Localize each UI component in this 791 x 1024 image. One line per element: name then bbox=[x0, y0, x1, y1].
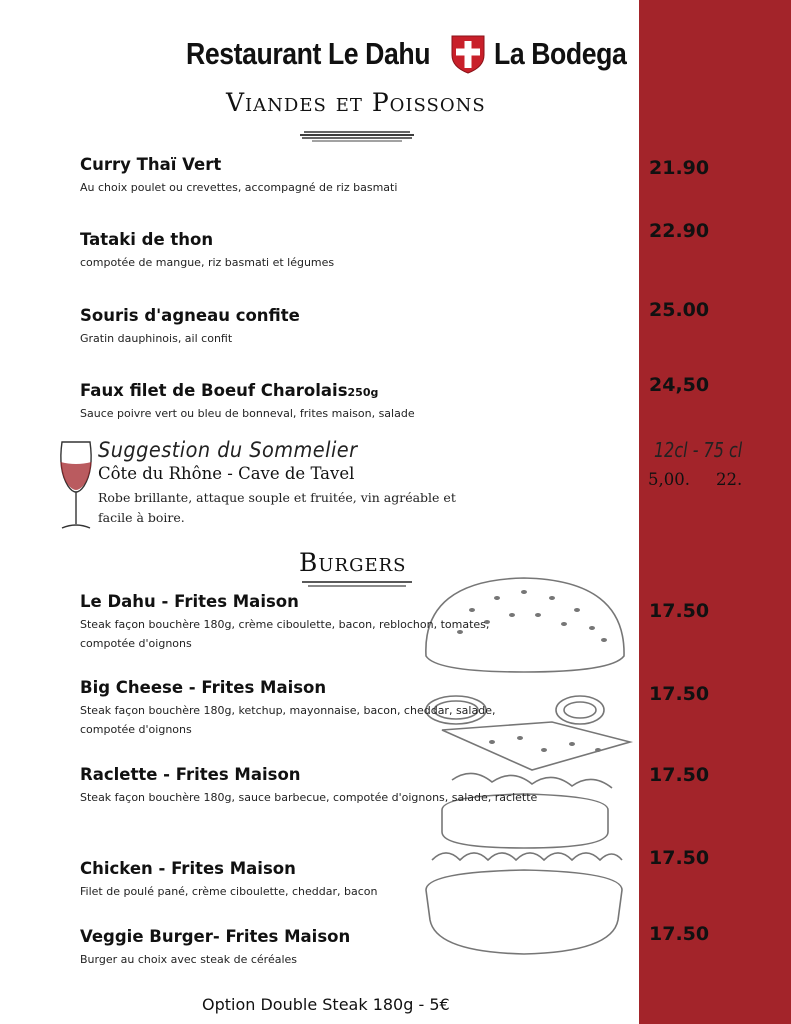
section-title-burgers: Burgers bbox=[299, 548, 407, 577]
item-name: Souris d'agneau confite bbox=[80, 306, 300, 325]
menu-item bbox=[80, 678, 640, 739]
item-name: Raclette - Frites Maison bbox=[80, 765, 301, 784]
menu-item bbox=[80, 230, 640, 272]
menu-item bbox=[80, 306, 640, 348]
section-title-viandes: Viandes et Poissons bbox=[226, 88, 486, 117]
wine-price-75cl: 22. bbox=[715, 470, 743, 489]
item-price: 17.50 bbox=[649, 600, 710, 622]
item-description: Filet de poulé pané, crème ciboulette, cheddar, bacon bbox=[80, 885, 378, 898]
item-price: 24,50 bbox=[649, 374, 710, 396]
sommelier-title: Suggestion du Sommelier bbox=[98, 438, 358, 462]
wine-name: Côte du Rhône - Cave de Tavel bbox=[98, 464, 355, 483]
item-description: Steak façon bouchère 180g, sauce barbecue, compotée d'oignons, salade, raclette bbox=[80, 791, 538, 804]
item-description: compotée de mangue, riz basmati et légumes bbox=[80, 256, 335, 269]
item-name: Veggie Burger- Frites Maison bbox=[80, 927, 351, 946]
menu-item bbox=[80, 381, 640, 423]
wine-volumes: 12cl - 75 cl bbox=[654, 438, 743, 462]
menu-item bbox=[80, 859, 640, 901]
menu-item bbox=[80, 592, 640, 653]
item-name: Big Cheese - Frites Maison bbox=[80, 678, 327, 697]
item-description: Sauce poivre vert ou bleu de bonneval, frites maison, salade bbox=[80, 407, 415, 420]
item-name-text: Faux filet de Boeuf Charolais bbox=[80, 381, 348, 400]
wine-glass-icon bbox=[56, 440, 96, 532]
restaurant-header bbox=[186, 30, 648, 78]
wine-description: Robe brillante, attaque souple et fruitée, vin agréable et facile à boire. bbox=[98, 490, 456, 525]
item-name: Curry Thaï Vert bbox=[80, 155, 222, 174]
item-name: Chicken - Frites Maison bbox=[80, 859, 296, 878]
wine-prices bbox=[648, 470, 742, 489]
item-description: Steak façon bouchère 180g, crème ciboulette, bacon, reblochon, tomates, compotée d'oignons bbox=[80, 618, 490, 650]
bar-name: La Bodega bbox=[493, 36, 627, 71]
item-price: 21.90 bbox=[649, 157, 710, 179]
item-description: Burger au choix avec steak de céréales bbox=[80, 953, 298, 966]
item-name bbox=[80, 381, 640, 400]
sommelier-suggestion bbox=[98, 438, 458, 528]
section-divider bbox=[298, 578, 416, 590]
item-price: 17.50 bbox=[649, 923, 710, 945]
menu-item bbox=[80, 155, 640, 197]
menu-item bbox=[80, 927, 640, 969]
item-price: 17.50 bbox=[649, 847, 710, 869]
restaurant-name: Restaurant Le Dahu bbox=[186, 36, 431, 71]
menu-item bbox=[80, 765, 640, 807]
wine-price-12cl: 5,00. bbox=[648, 470, 690, 489]
savoy-flag-shield-icon bbox=[450, 33, 486, 75]
option-note: Option Double Steak 180g - 5€ bbox=[202, 995, 450, 1014]
item-price: 17.50 bbox=[649, 764, 710, 786]
item-name: Le Dahu - Frites Maison bbox=[80, 592, 299, 611]
item-description: Steak façon bouchère 180g, ketchup, mayonnaise, bacon, cheddar, salade, compotée d'oignons bbox=[80, 704, 496, 736]
section-divider bbox=[298, 128, 416, 144]
item-weight: 250g bbox=[347, 386, 379, 399]
item-name: Tataki de thon bbox=[80, 230, 214, 249]
item-description: Gratin dauphinois, ail confit bbox=[80, 332, 233, 345]
red-side-band bbox=[639, 0, 791, 1024]
item-price: 25.00 bbox=[649, 299, 710, 321]
item-description: Au choix poulet ou crevettes, accompagné de riz basmati bbox=[80, 181, 398, 194]
item-price: 17.50 bbox=[649, 683, 710, 705]
item-price: 22.90 bbox=[649, 220, 710, 242]
